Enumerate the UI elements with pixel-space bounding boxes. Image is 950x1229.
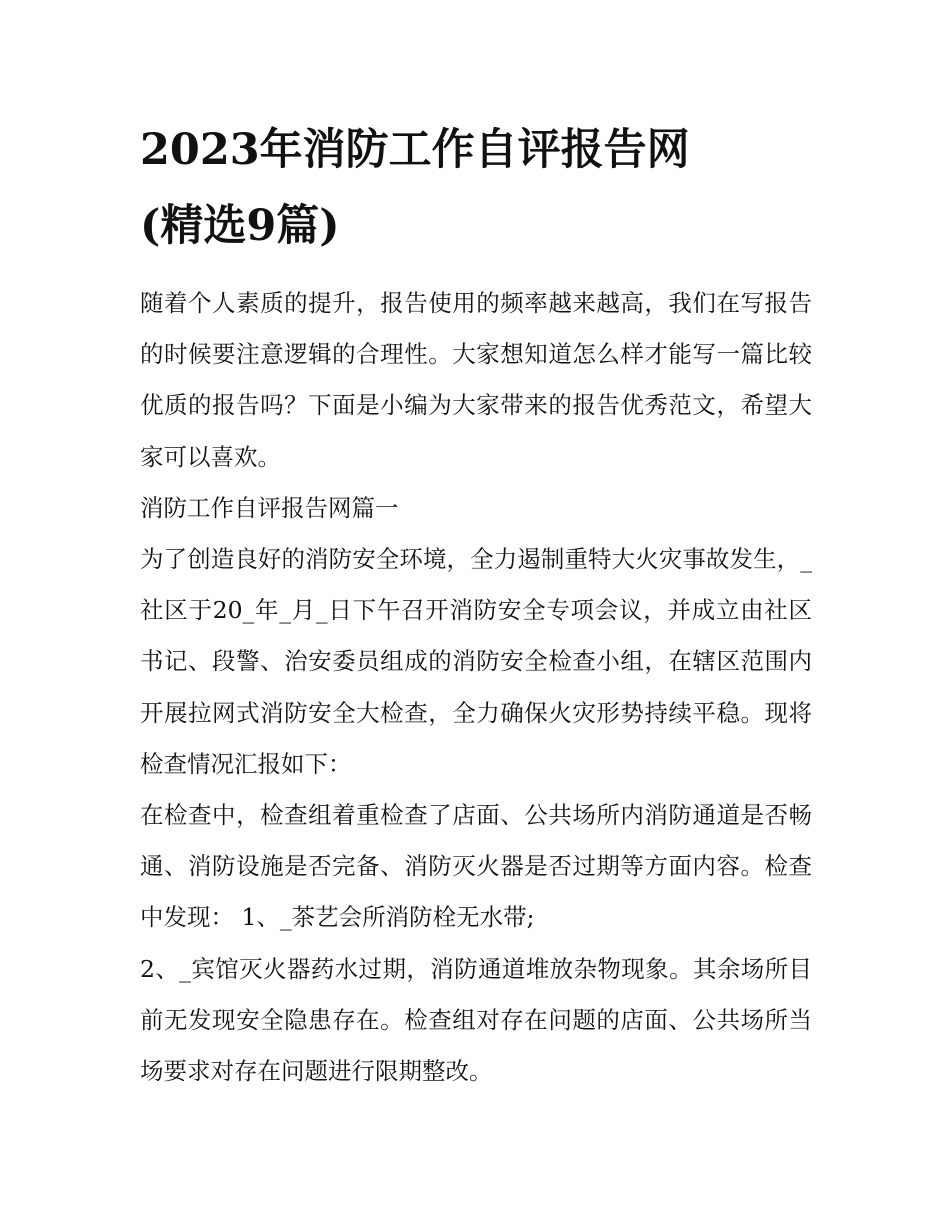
section-heading: 消防工作自评报告网篇一 <box>140 493 399 522</box>
document-title <box>140 112 812 264</box>
body-paragraph-2: 在检查中，检查组着重检查了店面、公共场所内消防通道是否畅通、消防设施是否完备、消防灭火器是否过期等方面内容。检查中发现： 1、_茶艺会所消防栓无水带; <box>140 801 812 932</box>
intro-paragraph: 随着个人素质的提升，报告使用的频率越来越高，我们在写报告的时候要注意逻辑的合理性。大家想知道怎么样才能写一篇比较优质的报告吗？下面是小编为大家带来的报告优秀范文，希望大家可以喜欢。 <box>140 289 812 471</box>
body-paragraph-1: 为了创造良好的消防安全环境，全力遏制重特大火灾事故发生，_社区于20_年_月_日下午召开消防安全专项会议，并成立由社区书记、段警、治安委员组成的消防安全检查小组，在辖区范围内开展拉网式消防安全大检查，全力确保火灾形势持续平稳。现将检查情况汇报如下： <box>140 545 812 778</box>
body-paragraph-3: 2、_宾馆灭火器药水过期，消防通道堆放杂物现象。其余场所目前无发现安全隐患存在。检查组对存在问题的店面、公共场所当场要求对存在问题进行限期整改。 <box>140 954 812 1086</box>
title-line-1: 2023年消防工作自评报告网 <box>140 125 690 175</box>
document-body <box>140 278 812 1097</box>
title-line-2: (精选9篇) <box>140 201 340 251</box>
document-page <box>140 112 812 1097</box>
